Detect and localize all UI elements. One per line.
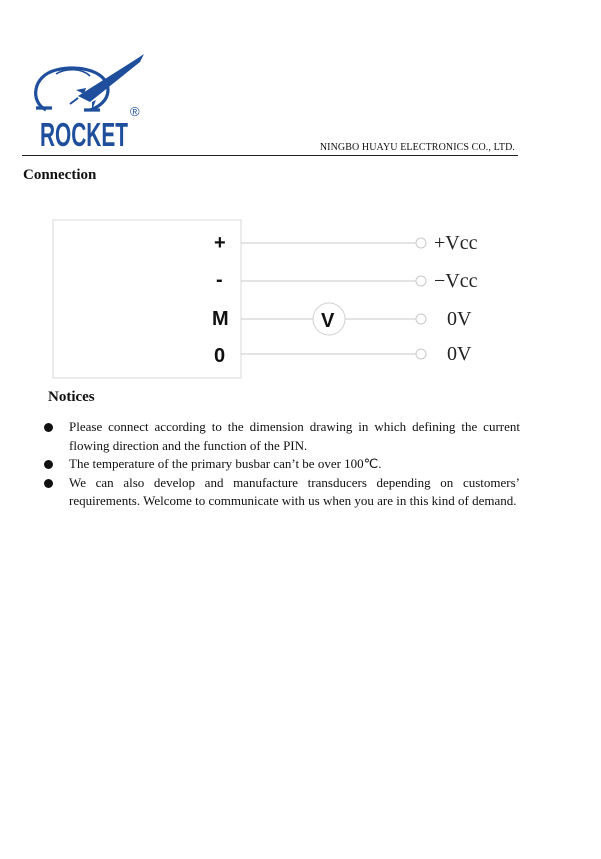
pin-row — [216, 269, 478, 292]
logo-text: ROCKET — [40, 116, 128, 153]
notice-text: We can also develop and manufacture transducers depending on customers’ requirements. Welcome to communicate with us when you are in this kind of demand. — [69, 474, 520, 508]
voltmeter-label: V — [321, 310, 335, 332]
terminal-label: −Vcc — [434, 270, 478, 292]
list-item — [44, 474, 520, 511]
pin-row — [214, 232, 478, 254]
list-item — [44, 455, 520, 474]
pin-label: - — [216, 269, 223, 291]
connection-heading: Connection — [23, 167, 97, 183]
pin-label: + — [214, 232, 226, 254]
registered-mark: ® — [130, 104, 140, 119]
terminal-circle — [416, 314, 426, 324]
company-name: NINGBO HUAYU ELECTRONICS CO., LTD. — [319, 142, 515, 153]
notice-text: Please connect according to the dimension drawing in which defining the current flowing direction and the function of the PIN. — [69, 419, 520, 453]
bullet-icon — [44, 423, 53, 432]
terminal-circle — [416, 238, 426, 248]
list-item — [44, 418, 520, 455]
bullet-icon — [44, 479, 53, 488]
pin-row — [214, 343, 472, 367]
terminal-label: +Vcc — [434, 232, 478, 254]
pin-row — [212, 303, 472, 335]
sensor-body — [53, 220, 241, 378]
notices-heading: Notices — [48, 389, 95, 405]
terminal-label: 0V — [447, 343, 472, 365]
notice-text: The temperature of the primary busbar can’t be over 100℃. — [69, 456, 382, 471]
terminal-circle — [416, 276, 426, 286]
terminal-circle — [416, 349, 426, 359]
bullet-icon — [44, 460, 53, 469]
connection-diagram — [0, 0, 601, 400]
pin-label: 0 — [214, 345, 226, 367]
terminal-label: 0V — [447, 308, 472, 330]
pin-label: M — [212, 308, 229, 330]
notices-list — [44, 418, 520, 511]
